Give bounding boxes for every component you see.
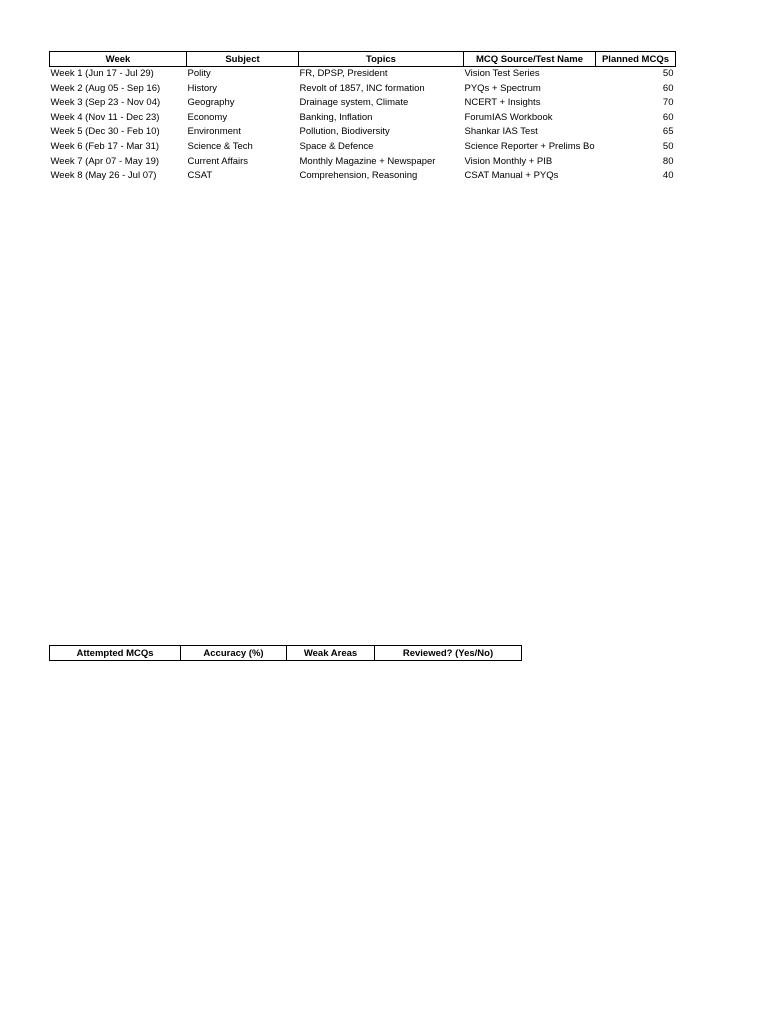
cell-subject[interactable]: Geography [187, 97, 235, 109]
cell-week[interactable]: Week 4 (Nov 11 - Dec 23) [50, 111, 160, 123]
table-row [50, 111, 676, 126]
plan-header-row [50, 52, 676, 67]
mcq-log-table [49, 645, 522, 661]
cell-topics[interactable]: Space & Defence [299, 140, 374, 152]
cell-topics[interactable]: Monthly Magazine + Newspaper [299, 155, 436, 167]
cell-topics[interactable]: Drainage system, Climate [299, 97, 409, 109]
cell-subject[interactable]: CSAT [187, 170, 213, 182]
table-row [50, 155, 676, 170]
cell-week[interactable]: Week 6 (Feb 17 - Mar 31) [50, 140, 160, 152]
cell-topics[interactable]: FR, DPSP, President [299, 68, 388, 79]
cell-subject[interactable]: Current Affairs [187, 155, 249, 167]
table-row [50, 125, 676, 140]
cell-subject[interactable]: Environment [187, 126, 241, 138]
cell-source[interactable]: Science Reporter + Prelims Bo [464, 140, 595, 152]
cell-planned[interactable]: 70 [662, 97, 674, 109]
header-topics[interactable]: Topics [299, 52, 464, 67]
cell-week[interactable]: Week 3 (Sep 23 - Nov 04) [50, 97, 161, 109]
header-accuracy[interactable]: Accuracy (%) [181, 646, 287, 661]
cell-subject[interactable]: Polity [187, 68, 211, 79]
log-header-row [50, 646, 522, 661]
header-weak-areas[interactable]: Weak Areas [287, 646, 375, 661]
header-mcq-source[interactable]: MCQ Source/Test Name [464, 52, 596, 67]
cell-week[interactable]: Week 7 (Apr 07 - May 19) [50, 155, 160, 167]
header-week[interactable]: Week [50, 52, 187, 67]
cell-source[interactable]: CSAT Manual + PYQs [464, 170, 559, 182]
table-row [50, 82, 676, 97]
cell-source[interactable]: NCERT + Insights [464, 97, 541, 109]
cell-planned[interactable]: 50 [662, 140, 674, 152]
table-row [50, 96, 676, 111]
cell-planned[interactable]: 80 [662, 155, 674, 167]
cell-week[interactable]: Week 8 (May 26 - Jul 07) [50, 170, 157, 182]
cell-week[interactable]: Week 2 (Aug 05 - Sep 16) [50, 82, 161, 94]
cell-source[interactable]: Shankar IAS Test [464, 126, 538, 138]
cell-planned[interactable]: 60 [662, 111, 674, 123]
table-row [50, 169, 676, 184]
cell-topics[interactable]: Banking, Inflation [299, 111, 373, 123]
cell-subject[interactable]: Economy [187, 111, 228, 123]
cell-planned[interactable]: 50 [662, 68, 674, 79]
cell-planned[interactable]: 40 [662, 170, 674, 182]
table-row [50, 67, 676, 82]
cell-topics[interactable]: Comprehension, Reasoning [299, 170, 418, 182]
cell-source[interactable]: Vision Test Series [464, 68, 540, 79]
cell-topics[interactable]: Pollution, Biodiversity [299, 126, 390, 138]
mcq-plan-table [49, 51, 676, 184]
header-reviewed[interactable]: Reviewed? (Yes/No) [375, 646, 522, 661]
cell-planned[interactable]: 65 [662, 126, 674, 138]
cell-week[interactable]: Week 1 (Jun 17 - Jul 29) [50, 68, 154, 79]
table-row [50, 140, 676, 155]
cell-subject[interactable]: History [187, 82, 218, 94]
header-attempted-mcqs[interactable]: Attempted MCQs [50, 646, 181, 661]
cell-subject[interactable]: Science & Tech [187, 140, 253, 152]
cell-source[interactable]: Vision Monthly + PIB [464, 155, 553, 167]
header-subject[interactable]: Subject [187, 52, 299, 67]
cell-week[interactable]: Week 5 (Dec 30 - Feb 10) [50, 126, 160, 138]
cell-planned[interactable]: 60 [662, 82, 674, 94]
header-planned-mcqs[interactable]: Planned MCQs [596, 52, 676, 67]
cell-source[interactable]: PYQs + Spectrum [464, 82, 541, 94]
cell-source[interactable]: ForumIAS Workbook [464, 111, 553, 123]
cell-topics[interactable]: Revolt of 1857, INC formation [299, 82, 425, 94]
